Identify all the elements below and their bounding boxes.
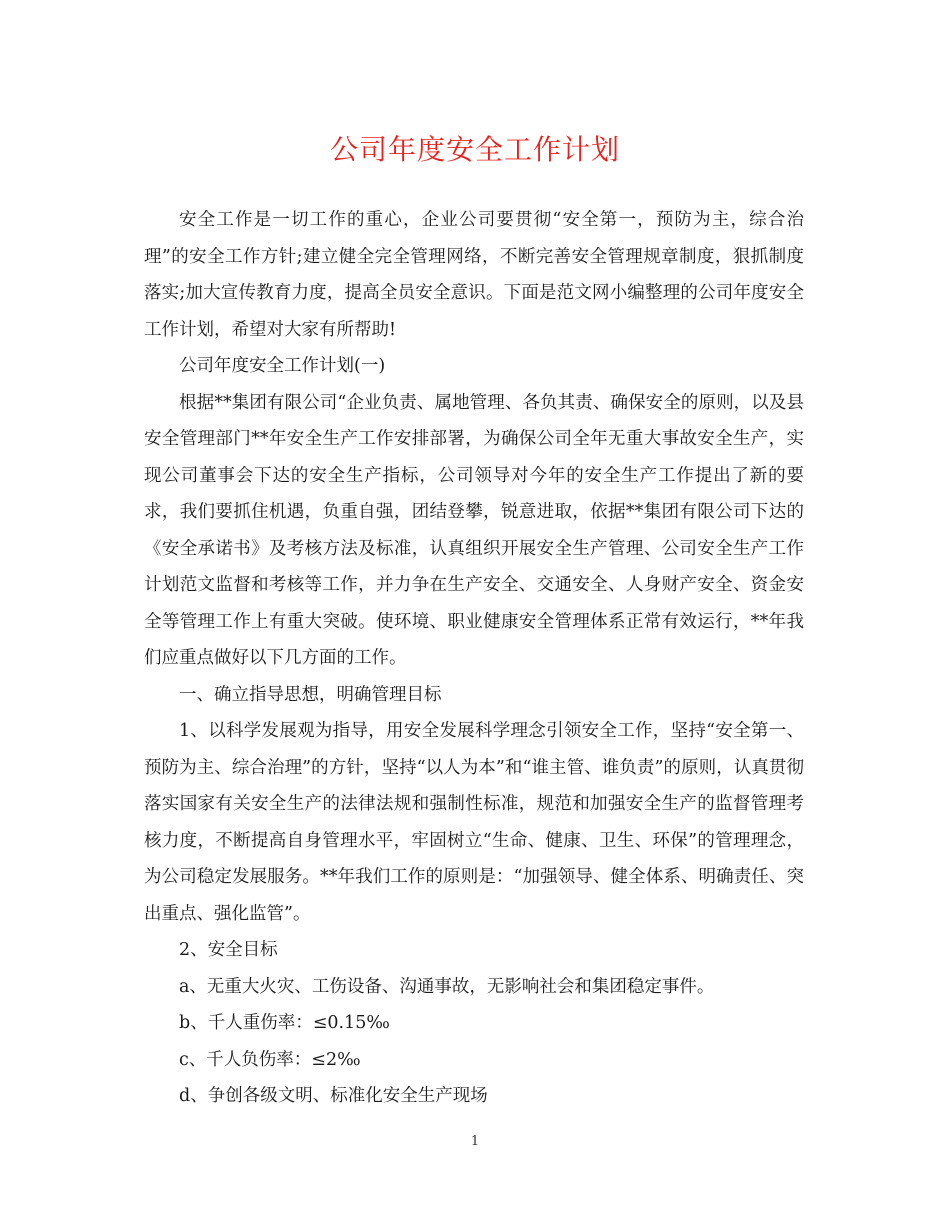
subsection-heading: 2、安全目标 (179, 940, 278, 960)
section-heading: 一、确立指导思想，明确管理目标 (179, 684, 442, 705)
intro-paragraph: 安全工作是一切工作的重心，企业公司要贯彻“安全第一，预防为主，综合治理”的安全工作方针;建立健全完全管理网络，不断完善安全管理规章制度，狠抓制度落实;加大宣传教育力度，提高全员安全意识。下面是范文网小编整理的公司年度安全工作计划，希望对大家有所帮助! (144, 210, 804, 340)
list-item: d、争创各级文明、标准化安全生产现场 (179, 1086, 488, 1106)
body-paragraph: 根据**集团有限公司“企业负责、属地管理、各负其责、确保安全的原则，以及县安全管理部门**年安全生产工作安排部署，为确保公司全年无重大事故安全生产，实现公司董事会下达的安全生产指标，公司领导对今年的安全生产工作提出了新的要求，我们要抓住机遇，负重自强，团结登攀，锐意进取，依据**集团有限公司下达的《安全承诺书》及考核方法及标准，认真组织开展安全生产管理、公司安全生产工作计划范文监督和考核等工作，并力争在生产安全、交通安全、人身财产安全、资金安全等管理工作上有重大突破。使环境、职业健康安全管理体系正常有效运行，**年我们应重点做好以下几方面的工作。 (144, 392, 804, 668)
document-body (144, 202, 804, 1115)
section-heading-plan-one: 公司年度安全工作计划(一) (179, 356, 386, 376)
body-paragraph: 1、以科学发展观为指导，用安全发展科学理念引领安全工作，坚持“安全第一、预防为主、综合治理”的方针，坚持“以人为本”和“谁主管、谁负责”的原则，认真贯彻落实国家有关安全生产的法律法规和强制性标准，规范和加强安全生产的监督管理考核力度，不断提高自身管理水平，牢固树立“生命、健康、卫生、环保”的管理理念，为公司稳定发展服务。**年我们工作的原则是：“加强领导、健全体系、明确责任、突出重点、强化监管”。 (144, 721, 804, 924)
list-item: b、千人重伤率：≤0.15‰ (179, 1013, 390, 1033)
document-title: 公司年度安全工作计划 (329, 133, 620, 166)
list-item: a、无重大火灾、工伤设备、沟通事故，无影响社会和集团稳定事件。 (179, 976, 715, 997)
list-item: c、千人负伤率：≤2‰ (179, 1049, 361, 1070)
page-number: 1 (470, 1134, 480, 1149)
